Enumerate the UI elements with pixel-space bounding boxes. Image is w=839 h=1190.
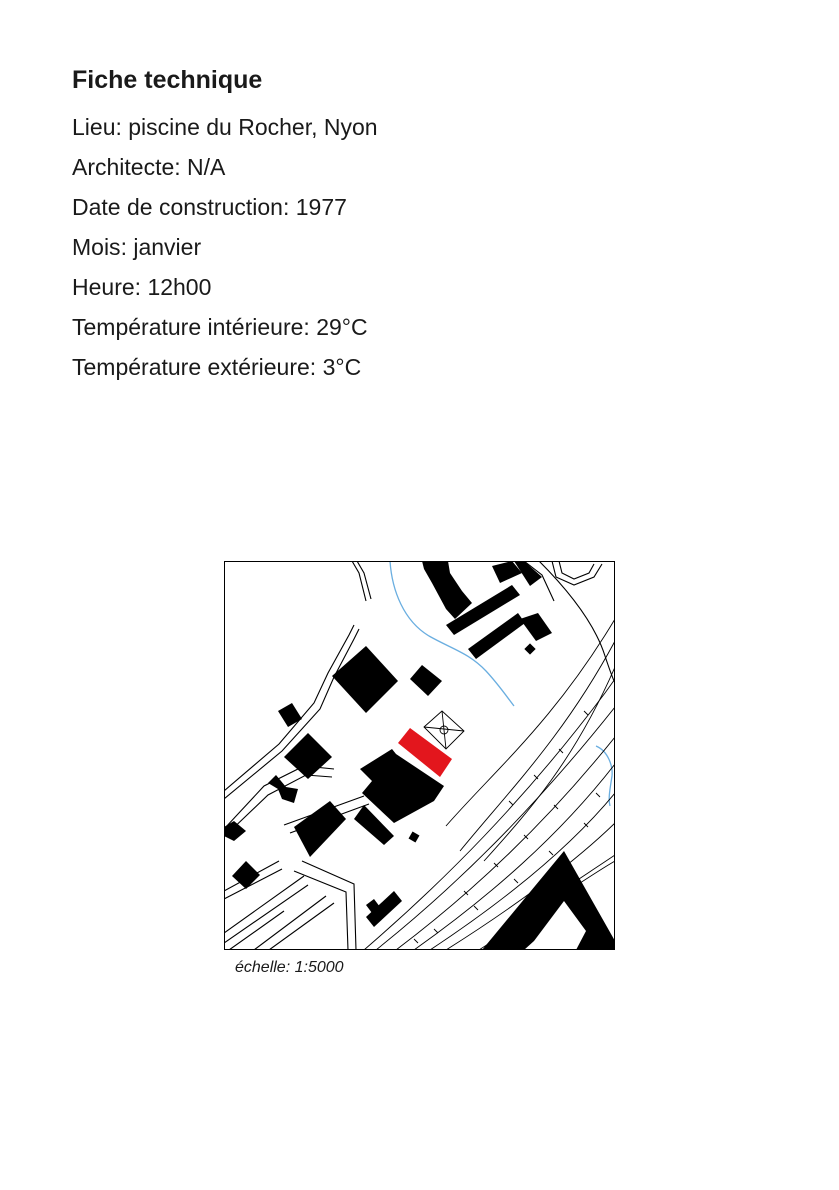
spec-item-temp-ext: Température extérieure: 3°C [72,354,362,380]
spec-value: N/A [187,154,226,180]
site-plan-map [224,561,615,950]
spec-item-architecte: Architecte: N/A [72,154,226,180]
spec-label: Mois [72,234,121,260]
spec-item-mois: Mois: janvier [72,234,202,260]
spec-label: Heure [72,274,135,300]
spec-label: Lieu [72,114,116,140]
spec-label: Température intérieure [72,314,304,340]
spec-label: Date de construction [72,194,283,220]
spec-value: piscine du Rocher, Nyon [128,114,378,140]
spec-value: 1977 [295,194,347,220]
spec-label: Architecte [72,154,175,180]
scale-caption: échelle: 1:5000 [235,959,344,976]
spec-value: 3°C [322,354,362,380]
spec-item-lieu: Lieu: piscine du Rocher, Nyon [72,114,378,140]
spec-item-heure: Heure: 12h00 [72,274,212,300]
page-title: Fiche technique [72,66,263,94]
spec-value: 29°C [316,314,368,340]
spec-value: 12h00 [147,274,212,300]
spec-item-date: Date de construction: 1977 [72,194,347,220]
spec-item-temp-int: Température intérieure: 29°C [72,314,368,340]
spec-label: Température extérieure [72,354,310,380]
spec-list [72,112,378,392]
spec-value: janvier [133,234,202,260]
